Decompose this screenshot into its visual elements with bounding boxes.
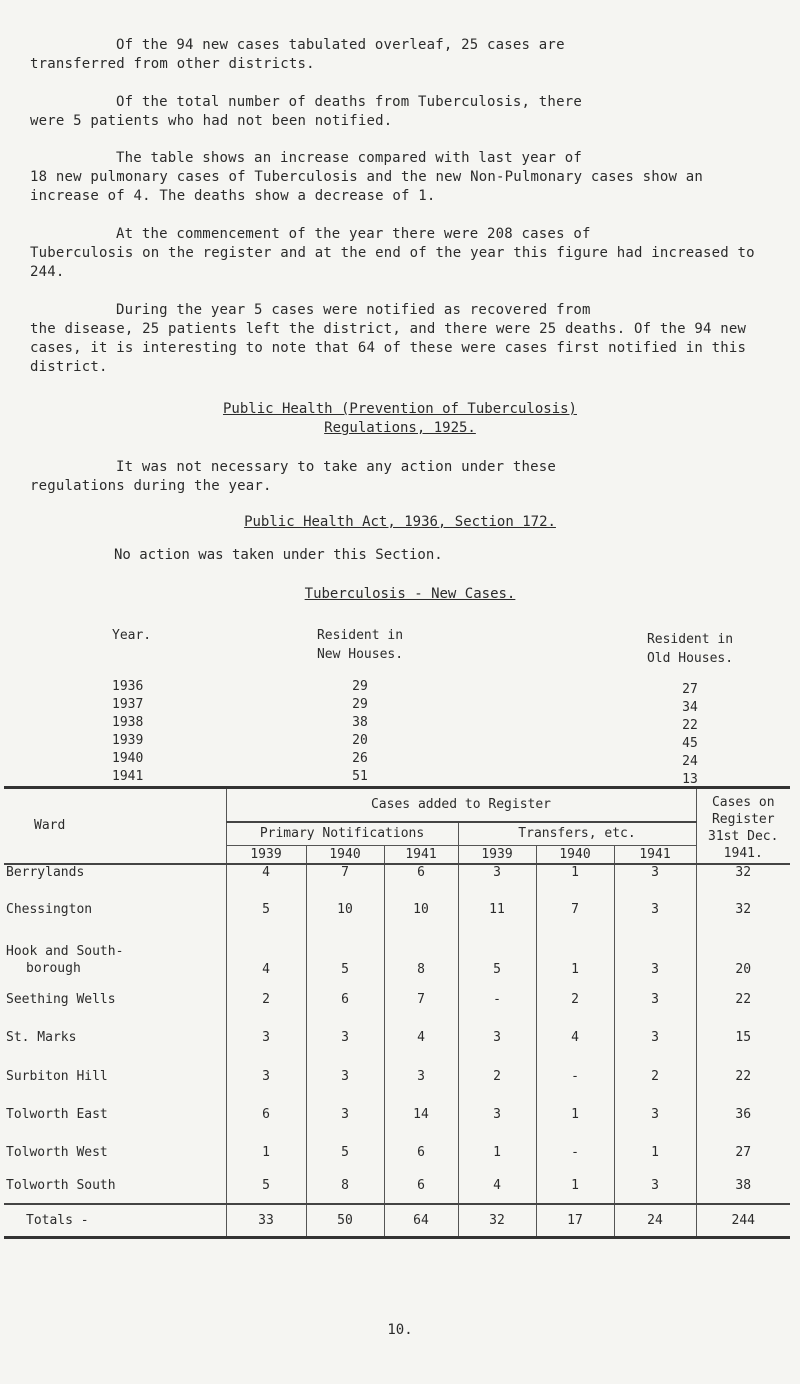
new-houses-cell: 20	[352, 733, 368, 748]
totals-cell: 244	[696, 1204, 790, 1238]
table-cell: 22	[696, 980, 790, 1019]
table-cell: 3	[384, 1057, 458, 1096]
table-cell: 3	[614, 1019, 696, 1057]
table-cell: 6	[384, 1134, 458, 1172]
regulations-1925-text: It was not necessary to take any action under these regulations during the year.	[30, 459, 557, 494]
table-cell: 38	[696, 1172, 790, 1204]
table-cell: 1	[226, 1134, 306, 1172]
table-cell: 3	[306, 1096, 384, 1134]
table-cell: 2	[458, 1057, 536, 1096]
ward-name: Berrylands	[6, 864, 85, 880]
new-houses-cell: 38	[352, 715, 368, 730]
table-cell: 3	[306, 1019, 384, 1057]
table-row	[4, 1057, 790, 1096]
old-houses-cell: 27	[682, 682, 698, 697]
table-cell: -	[536, 1134, 614, 1172]
table-cell: 3	[614, 864, 696, 892]
table-cell: 3	[226, 1019, 306, 1057]
table-cell: 3	[614, 1172, 696, 1204]
header-year-transfers-1939: 1939	[458, 846, 536, 864]
paragraph-increase: The table shows an increase compared with last year of 18 new pulmonary cases of Tuberculosis and the new Non-Pulmonary cases show an increase of 4. The deaths show a decrease of 1.	[30, 150, 704, 204]
totals-cell: 24	[614, 1204, 696, 1238]
new-cases-row	[0, 769, 800, 786]
table-cell: 1	[536, 928, 614, 980]
year-cell: 1939	[112, 733, 144, 748]
table-cell: 27	[696, 1134, 790, 1172]
table-cell: 22	[696, 1057, 790, 1096]
table-cell: 6	[306, 980, 384, 1019]
table-cell: 3	[226, 1057, 306, 1096]
ward-name: Tolworth South	[6, 1177, 116, 1193]
table-cell: -	[458, 980, 536, 1019]
page-number: 10.	[387, 1322, 413, 1338]
table-cell: 7	[306, 864, 384, 892]
table-cell: 1	[614, 1134, 696, 1172]
table-cell: 5	[306, 1134, 384, 1172]
ward-name: Seething Wells	[6, 991, 116, 1007]
table-cell: 3	[614, 892, 696, 928]
header-year-transfers-1941: 1941	[614, 846, 696, 864]
table-cell: 8	[384, 928, 458, 980]
table-cell: 6	[384, 1172, 458, 1204]
act-1936-text: No action was taken under this Section.	[114, 547, 443, 563]
new-cases-title: Tuberculosis - New Cases.	[304, 586, 516, 602]
ward-name: Tolworth West	[6, 1145, 108, 1160]
header-old-houses: Resident in Old Houses.	[646, 632, 734, 666]
table-cell: 6	[384, 864, 458, 892]
totals-cell: 64	[384, 1204, 458, 1238]
year-cell: 1941	[112, 769, 144, 784]
paragraph-deaths-not-notified: Of the total number of deaths from Tuberculosis, there were 5 patients who had not been notified.	[30, 94, 582, 129]
table-cell: 10	[306, 892, 384, 928]
table-cell: 1	[536, 1172, 614, 1204]
header-cases-added: Cases added to Register	[226, 788, 696, 822]
year-cell: 1938	[112, 715, 144, 730]
ward-name: Surbiton Hill	[6, 1068, 108, 1084]
regulations-1925-heading: Public Health (Prevention of Tuberculosis) Regulations, 1925.	[222, 401, 577, 436]
table-cell: 5	[226, 892, 306, 928]
table-cell: -	[536, 1057, 614, 1096]
table-cell: 10	[384, 892, 458, 928]
table-cell: 1	[536, 864, 614, 892]
table-row	[4, 980, 790, 1019]
table-cell: 1	[536, 1096, 614, 1134]
old-houses-cell: 24	[682, 754, 698, 769]
new-houses-cell: 29	[352, 697, 368, 712]
table-cell: 6	[226, 1096, 306, 1134]
table-cell: 7	[384, 980, 458, 1019]
table-cell: 32	[696, 892, 790, 928]
table-cell: 8	[306, 1172, 384, 1204]
table-cell: 3	[458, 864, 536, 892]
table-cell: 3	[614, 1096, 696, 1134]
header-ward: Ward	[34, 818, 66, 834]
old-houses-cell: 34	[682, 700, 698, 715]
new-cases-row	[0, 697, 800, 714]
totals-cell: 17	[536, 1204, 614, 1238]
table-cell: 2	[226, 980, 306, 1019]
year-cell: 1940	[112, 751, 144, 766]
table-row	[4, 1019, 790, 1057]
table-cell: 1	[458, 1134, 536, 1172]
new-houses-cell: 29	[352, 679, 368, 694]
table-row	[4, 892, 790, 928]
header-year-primary-1939: 1939	[226, 846, 306, 864]
table-row	[4, 1096, 790, 1134]
table-row	[4, 1134, 790, 1172]
ward-name: Hook and South- borough	[6, 943, 124, 976]
table-cell: 4	[536, 1019, 614, 1057]
old-houses-cell: 45	[682, 736, 698, 751]
table-cell: 4	[384, 1019, 458, 1057]
paragraph-recovered: During the year 5 cases were notified as recovered from the disease, 25 patients left the district, and there were 25 deaths. Of the 94 new cases, it is interesting to note that 64 of these were cases first notified in this district.	[30, 302, 747, 375]
table-cell: 7	[536, 892, 614, 928]
table-cell: 3	[614, 928, 696, 980]
paragraph-register: At the commencement of the year there were 208 cases of Tuberculosis on the register and at the end of the year this figure had increased to 244.	[30, 226, 755, 280]
table-cell: 20	[696, 928, 790, 980]
table-cell: 3	[458, 1019, 536, 1057]
totals-row	[4, 1204, 790, 1238]
totals-cell: 33	[226, 1204, 306, 1238]
new-cases-row	[0, 733, 800, 750]
totals-cell: 50	[306, 1204, 384, 1238]
new-cases-row	[0, 751, 800, 768]
header-year-transfers-1940: 1940	[536, 846, 614, 864]
old-houses-cell: 13	[682, 772, 698, 787]
table-cell: 3	[306, 1057, 384, 1096]
act-1936-heading: Public Health Act, 1936, Section 172.	[244, 514, 556, 530]
table-cell: 11	[458, 892, 536, 928]
table-cell: 14	[384, 1096, 458, 1134]
table-cell: 5	[306, 928, 384, 980]
table-row	[4, 1172, 790, 1204]
header-cases-on-register: Cases on Register 31st Dec. 1941.	[696, 788, 790, 864]
table-cell: 5	[458, 928, 536, 980]
table-cell: 3	[458, 1096, 536, 1134]
totals-label: Totals -	[26, 1212, 89, 1228]
old-houses-cell: 22	[682, 718, 698, 733]
table-cell: 15	[696, 1019, 790, 1057]
new-houses-cell: 51	[352, 769, 368, 784]
table-cell: 2	[614, 1057, 696, 1096]
table-cell: 3	[614, 980, 696, 1019]
table-cell: 4	[226, 928, 306, 980]
table-cell: 4	[226, 864, 306, 892]
table-row	[4, 928, 790, 980]
table-cell: 2	[536, 980, 614, 1019]
ward-name: Tolworth East	[6, 1107, 108, 1122]
table-cell: 36	[696, 1096, 790, 1134]
year-cell: 1937	[112, 697, 144, 712]
table-cell: 32	[696, 864, 790, 892]
header-year-primary-1940: 1940	[306, 846, 384, 864]
header-year-primary-1941: 1941	[384, 846, 458, 864]
header-new-houses: Resident in New Houses.	[316, 628, 404, 662]
header-transfers: Transfers, etc.	[458, 822, 696, 846]
totals-cell: 32	[458, 1204, 536, 1238]
table-cell: 4	[458, 1172, 536, 1204]
ward-table	[4, 786, 790, 1239]
year-cell: 1936	[112, 679, 144, 694]
table-row	[4, 864, 790, 892]
paragraph-transferred: Of the 94 new cases tabulated overleaf, 25 cases are transferred from other districts.	[30, 37, 565, 72]
ward-name: Chessington	[6, 902, 93, 917]
new-cases-row	[0, 679, 800, 696]
new-cases-row	[0, 715, 800, 732]
ward-name: St. Marks	[6, 1030, 77, 1045]
header-year: Year.	[112, 628, 152, 643]
header-primary-notifications: Primary Notifications	[226, 822, 458, 846]
new-houses-cell: 26	[352, 751, 368, 766]
table-cell: 5	[226, 1172, 306, 1204]
